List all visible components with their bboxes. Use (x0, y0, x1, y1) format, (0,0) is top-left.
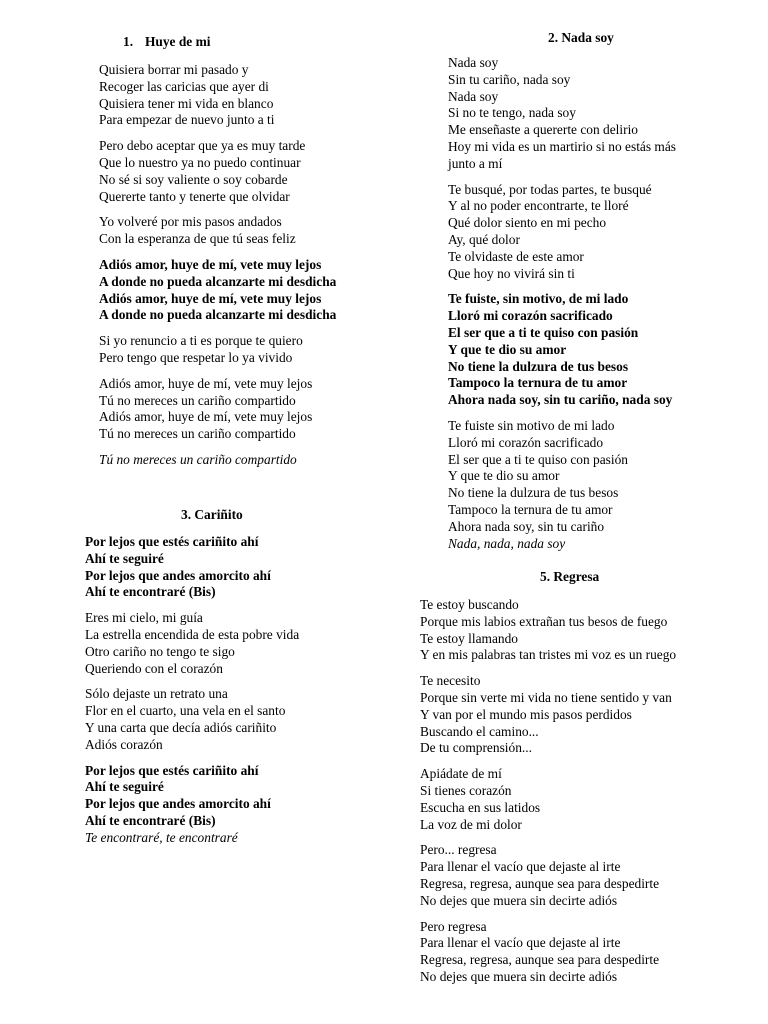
song-title: 5. Regresa (540, 569, 600, 584)
song-title: 3. Cariñito (181, 507, 243, 522)
lyric-line: El ser que a ti te quiso con pasión (448, 324, 639, 340)
song-title (123, 33, 360, 50)
chorus (85, 534, 299, 601)
lyric-line: Y que te dio su amor (448, 468, 560, 484)
lyric-line: Si tienes corazón (420, 782, 512, 798)
lyric-line: Te fuiste sin motivo de mi lado (448, 417, 615, 433)
stanza (448, 182, 676, 283)
lyric-line: Te necesito (420, 673, 481, 689)
stanza (420, 919, 676, 986)
lyric-line: Te busqué, por todas partes, te busqué (448, 181, 652, 197)
lyric-line: Quererte tanto y tenerte que olvidar (99, 188, 290, 204)
lyric-line: Y una carta que decía adiós cariñito (85, 719, 277, 735)
lyric-line: Hoy mi vida es un martirio si no estás más (448, 138, 676, 154)
stanza (420, 673, 676, 757)
song-carinito (85, 506, 299, 847)
song-title-text: Huye de mi (145, 34, 211, 49)
lyrics (85, 534, 299, 847)
lyric-line: Adiós amor, huye de mí, vete muy lejos (99, 409, 313, 425)
lyric-line: Para empezar de nuevo junto a ti (99, 112, 275, 128)
lyric-line: No dejes que muera sin decirte adiós (420, 892, 618, 908)
lyric-line: Que hoy no vivirá sin ti (448, 265, 575, 281)
song-regresa (420, 568, 676, 986)
lyric-line: Para llenar el vacío que dejaste al irte (420, 859, 621, 875)
lyric-line: Si yo renuncio a ti es porque te quiero (99, 333, 303, 349)
lyrics (420, 597, 676, 986)
lyric-line: Sin tu cariño, nada soy (448, 71, 571, 87)
lyric-line: Pero tengo que respetar lo ya vivido (99, 349, 293, 365)
lyrics (99, 62, 336, 469)
lyric-line: Regresa, regresa, aunque sea para despedirte (420, 875, 660, 891)
lyric-line: Buscando el camino... (420, 723, 539, 739)
lyric-line: Adiós amor, huye de mí, vete muy lejos (99, 290, 322, 306)
stanza (420, 597, 676, 664)
lyric-line-italic: Te encontraré, te encontraré (85, 829, 238, 845)
lyric-line: Tampoco la ternura de tu amor (448, 375, 628, 391)
stanza (99, 333, 336, 367)
song-number: 1. (123, 34, 134, 49)
lyric-line: Y van por el mundo mis pasos perdidos (420, 706, 632, 722)
lyric-line: Que lo nuestro ya no puedo continuar (99, 154, 301, 170)
lyric-line: Te olvidaste de este amor (448, 248, 584, 264)
lyric-line: Eres mi cielo, mi guía (85, 610, 203, 626)
lyric-line-italic: Nada, nada, nada soy (448, 535, 566, 551)
lyric-line: De tu comprensión... (420, 740, 532, 756)
lyric-line: Yo volveré por mis pasos andados (99, 214, 282, 230)
stanza (99, 214, 336, 248)
lyric-line: Porque mis labios extrañan tus besos de fuego (420, 613, 668, 629)
lyric-line: Ay, qué dolor (448, 231, 520, 247)
lyric-line: Ahí te seguiré (85, 779, 164, 795)
lyric-line: Por lejos que andes amorcito ahí (85, 567, 271, 583)
lyric-line: Y en mis palabras tan tristes mi voz es un ruego (420, 647, 677, 663)
lyric-line: Te estoy llamando (420, 630, 518, 646)
lyric-line: A donde no pueda alcanzarte mi desdicha (99, 273, 337, 289)
stanza (85, 686, 299, 753)
lyric-line: Adiós amor, huye de mí, vete muy lejos (99, 375, 313, 391)
lyric-line: Y que te dio su amor (448, 341, 567, 357)
lyric-line: No tiene la dulzura de tus besos (448, 358, 629, 374)
lyric-line: Pero... regresa (420, 842, 497, 858)
song-title: 2. Nada soy (548, 30, 614, 45)
lyric-line: Sólo dejaste un retrato una (85, 686, 228, 702)
lyric-line: El ser que a ti te quiso con pasión (448, 451, 628, 467)
lyric-line: Para llenar el vacío que dejaste al irte (420, 935, 621, 951)
lyric-line: Y al no poder encontrarte, te lloré (448, 198, 629, 214)
stanza (420, 842, 676, 909)
lyric-line: A donde no pueda alcanzarte mi desdicha (99, 307, 337, 323)
stanza (420, 766, 676, 833)
lyric-line: junto a mí (448, 155, 503, 171)
lyric-line: Recoger las caricias que ayer di (99, 78, 269, 94)
lyric-line: Quisiera borrar mi pasado y (99, 62, 249, 77)
chorus (448, 291, 676, 409)
lyric-line: Ahora nada soy, sin tu cariño, nada soy (448, 392, 673, 408)
lyric-line: Porque sin verte mi vida no tiene sentido y van (420, 689, 672, 705)
lyric-line: Ahora nada soy, sin tu cariño (448, 518, 605, 534)
lyric-line: No sé si soy valiente o soy cobarde (99, 171, 288, 187)
stanza (99, 452, 336, 469)
lyric-line: Ahí te seguiré (85, 550, 164, 566)
lyrics (448, 55, 676, 552)
lyric-line: Adiós corazón (85, 736, 163, 752)
stanza (85, 610, 299, 677)
lyric-line: Nada soy (448, 88, 499, 104)
lyric-line: La voz de mi dolor (420, 816, 522, 832)
lyric-line: Ahí te encontraré (Bis) (85, 584, 216, 600)
lyric-line: Te estoy buscando (420, 597, 519, 612)
lyric-line: Otro cariño no tengo te sigo (85, 643, 235, 659)
lyric-line: Tú no mereces un cariño compartido (99, 451, 297, 467)
song-huye-de-mi (99, 33, 336, 469)
stanza (99, 62, 336, 129)
lyric-line: Flor en el cuarto, una vela en el santo (85, 703, 286, 719)
lyric-line: Pero regresa (420, 918, 487, 934)
lyric-line: Te fuiste, sin motivo, de mi lado (448, 291, 629, 307)
lyric-line: Con la esperanza de que tú seas feliz (99, 231, 296, 247)
chorus (85, 763, 299, 847)
lyric-line: No dejes que muera sin decirte adiós (420, 968, 618, 984)
stanza (448, 55, 676, 173)
lyric-line: Nada soy (448, 55, 499, 70)
lyric-line: Tú no mereces un cariño compartido (99, 392, 296, 408)
lyric-line: Pero debo aceptar que ya es muy tarde (99, 138, 306, 154)
chorus (99, 257, 336, 324)
lyric-line: Escucha en sus latidos (420, 799, 541, 815)
lyric-line: Lloró mi corazón sacrificado (448, 308, 613, 324)
lyric-line: Adiós amor, huye de mí, vete muy lejos (99, 256, 322, 272)
lyric-line: Apiádate de mí (420, 766, 502, 782)
lyric-line: Tampoco la ternura de tu amor (448, 501, 613, 517)
lyric-line: No tiene la dulzura de tus besos (448, 485, 619, 501)
lyric-line: Tú no mereces un cariño compartido (99, 426, 296, 442)
lyric-line: Por lejos que estés cariñito ahí (85, 762, 259, 778)
lyric-line: Por lejos que estés cariñito ahí (85, 534, 259, 549)
lyric-line: Queriendo con el corazón (85, 660, 223, 676)
stanza (99, 376, 336, 443)
lyric-line: Regresa, regresa, aunque sea para despedirte (420, 952, 660, 968)
lyric-line: Ahí te encontraré (Bis) (85, 812, 216, 828)
lyric-line: Lloró mi corazón sacrificado (448, 434, 604, 450)
lyric-line: La estrella encendida de esta pobre vida (85, 626, 300, 642)
lyric-line: Quisiera tener mi vida en blanco (99, 95, 274, 111)
lyric-line: Si no te tengo, nada soy (448, 105, 576, 121)
lyric-line: Me enseñaste a quererte con delirio (448, 122, 638, 138)
lyric-line: Qué dolor siento en mi pecho (448, 215, 607, 231)
stanza (448, 418, 676, 552)
lyric-line: Por lejos que andes amorcito ahí (85, 796, 271, 812)
stanza (99, 138, 336, 205)
song-nada-soy (448, 29, 676, 552)
